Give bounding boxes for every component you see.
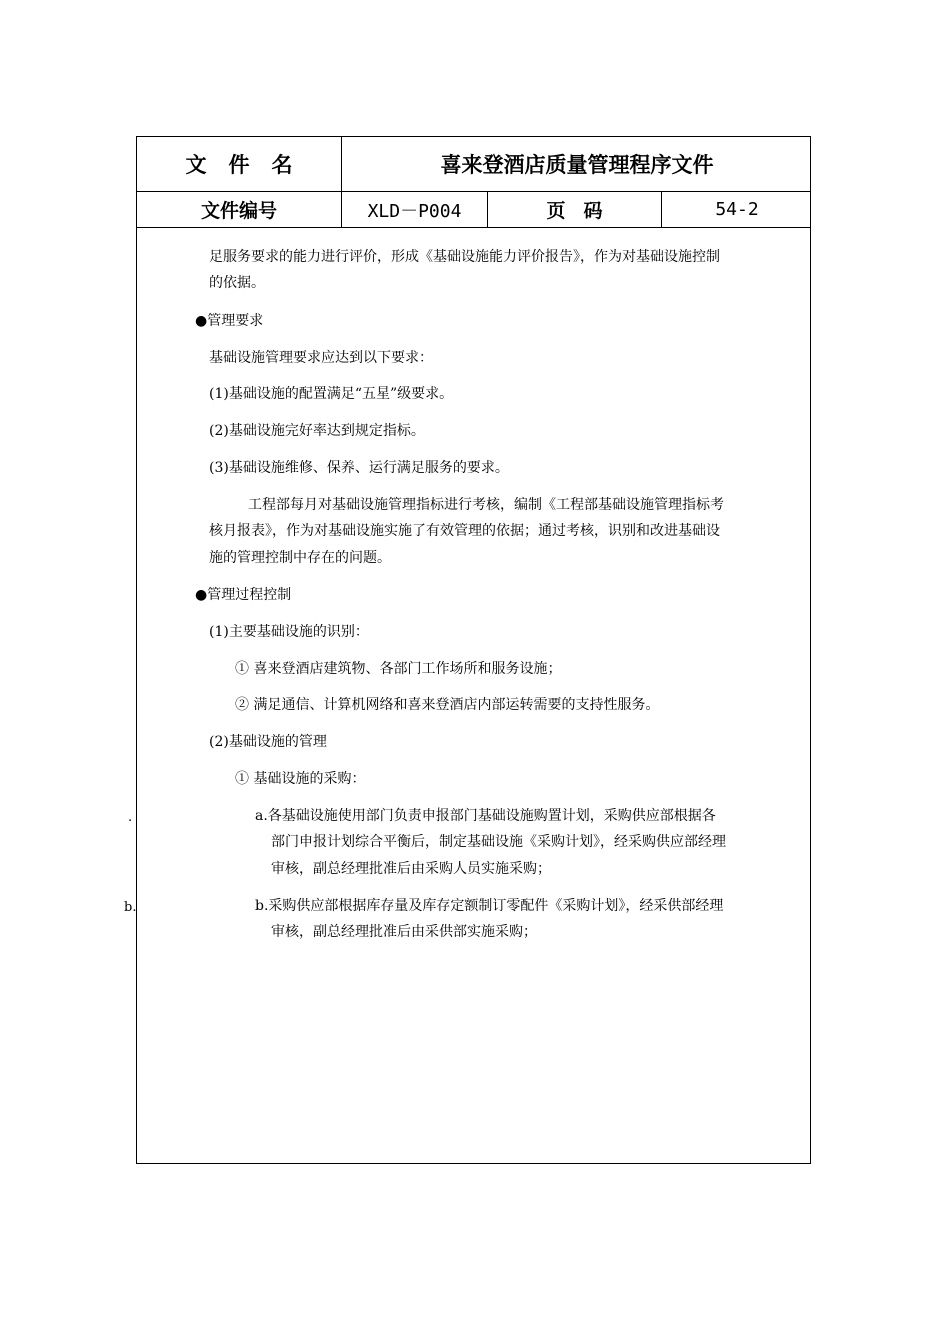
list-item: (1)主要基础设施的识别： [209,624,369,640]
list-item: (2)基础设施完好率达到规定指标。 [209,423,425,439]
header-row-meta [137,192,810,228]
file-no-label: 文件编号 [137,192,342,227]
body-text-line: a.各基础设施使用部门负责申报部门基础设施购置计划，采购供应部根据各 [255,808,716,824]
body-text-line: 基础设施管理要求应达到以下要求： [209,350,433,366]
list-item: (2)基础设施的管理 [209,734,327,750]
body-text-line: 核月报表》，作为对基础设施实施了有效管理的依据；通过考核，识别和改进基础设 [209,523,720,539]
file-name-value: 喜来登酒店质量管理程序文件 [440,153,714,177]
body-text-line: b.采购供应部根据库存量及库存定额制订零配件《采购计划》，经采供部经理 [255,898,724,914]
body-text-line: 足服务要求的能力进行评价，形成《基础设施能力评价报告》，作为对基础设施控制 [209,249,720,265]
header-row-title [137,137,810,192]
list-item: ① 基础设施的采购： [235,771,366,787]
margin-mark: . [128,810,133,825]
list-item: (1)基础设施的配置满足“五星”级要求。 [209,386,454,402]
file-no-value: XLD－P004 [342,192,488,227]
body-text-line: 审核，副总经理批准后由采供部实施采购； [271,924,537,940]
list-item: ① 喜来登酒店建筑物、各部门工作场所和服务设施； [235,661,562,677]
page-value: 54-2 [715,199,759,220]
section-heading-management-requirements: ●管理要求 [195,313,264,329]
file-name-label: 文件名 [137,137,342,191]
body-text-line: 工程部每月对基础设施管理指标进行考核，编制《工程部基础设施管理指标考 [248,497,724,513]
body-text-line: 部门申报计划综合平衡后，制定基础设施《采购计划》，经采购供应部经理 [271,834,726,850]
section-heading-process-control: ●管理过程控制 [195,587,292,603]
list-item: ② 满足通信、计算机网络和喜来登酒店内部运转需要的支持性服务。 [235,697,660,713]
body-text-line: 的依据。 [209,275,265,291]
list-item: (3)基础设施维修、保养、运行满足服务的要求。 [209,460,509,476]
page-label: 页码 [488,192,662,227]
body-text-line: 施的管理控制中存在的问题。 [209,550,391,566]
body-text-line: 审核，副总经理批准后由采购人员实施采购； [271,861,551,877]
margin-mark: b. [124,900,137,915]
